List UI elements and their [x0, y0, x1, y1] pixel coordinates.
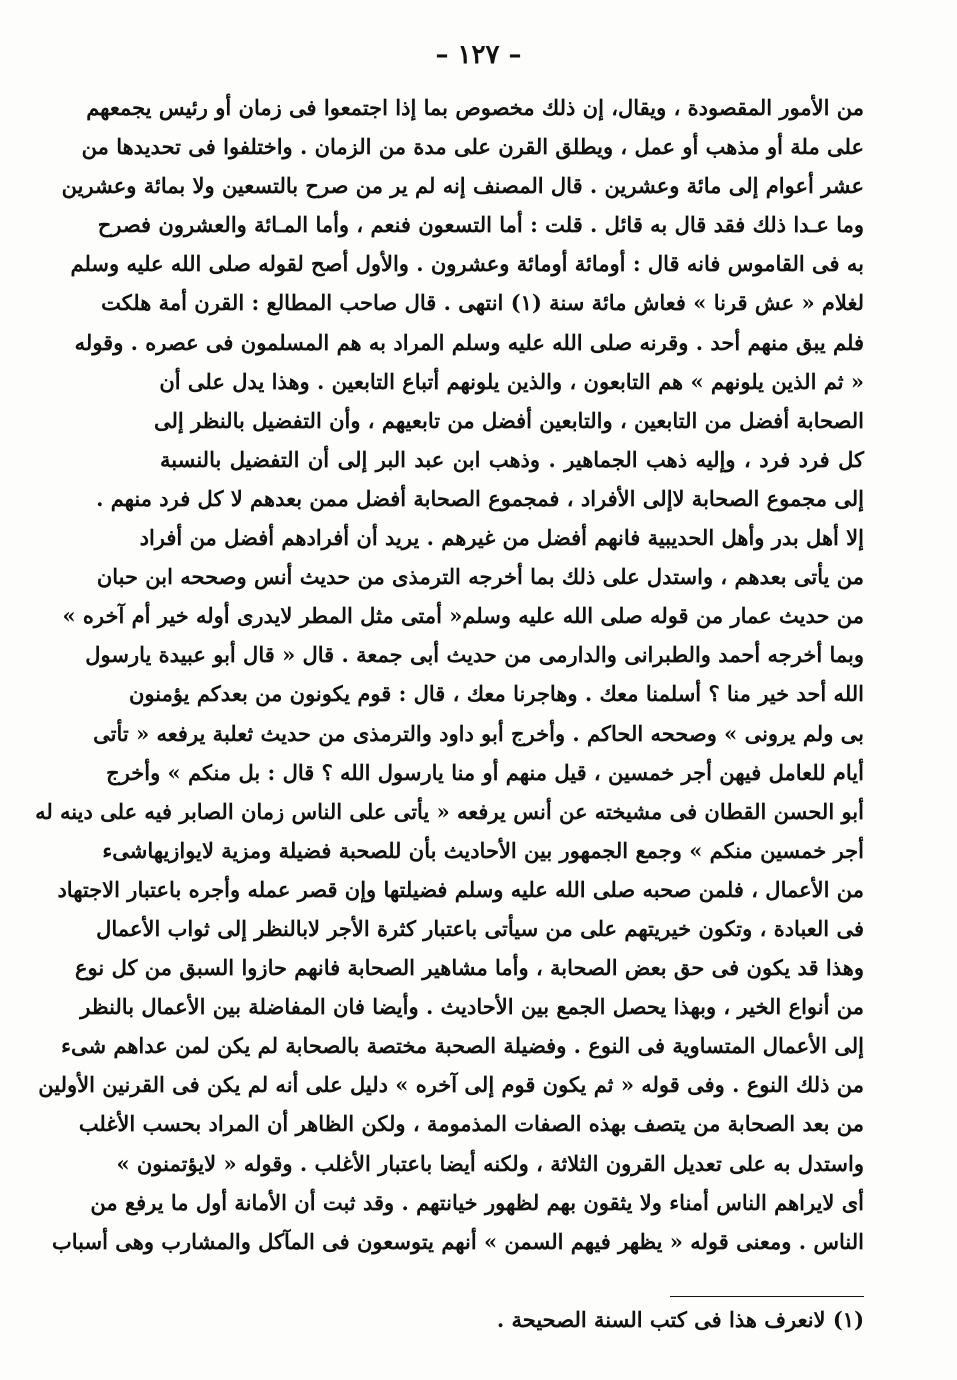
- text-line: بى ولم يرونى » وصححه الحاكم . وأخرج أبو داود والترمذى من حديث ثعلبة يرفعه « تأتى: [93, 720, 864, 746]
- text-line: من حديث عمار من قوله صلى الله عليه وسلم« أمتى مثل المطر لايدرى أوله خير أم آخره »: [62, 603, 864, 629]
- text-line: عشر أعوام إلى مائة وعشرين . قال المصنف إنه لم ير من صرح بالتسعين ولا بمائة وعشرين: [61, 173, 864, 199]
- text-line: به فى القاموس فانه قال : أومائة أومائة وعشرون . والأول أصح لقوله صلى الله عليه وسلم: [70, 251, 864, 277]
- footnote: (١) لانعرف هذا فى كتب السنة الصحيحة .: [496, 1307, 864, 1332]
- text-line: من الأعمال ، فلمن صحبه صلى الله عليه وسلم فضيلتها وإن قصر عمله وأجره باعتبار الاجتهاد: [57, 876, 864, 902]
- text-line: إلى مجموع الصحابة لاإلى الأفراد ، فمجموع الصحابة أفضل ممن بعدهم لا كل فرد منهم .: [96, 485, 864, 511]
- text-line: من يأتى بعدهم ، واستدل على ذلك بما أخرجه الترمذى من حديث أنس وصححه ابن حبان: [96, 564, 864, 590]
- text-line: أيام للعامل فيهن أجر خمسين ، قيل منهم أو منا يارسول الله ؟ قال : بل منكم » وأخرج: [106, 759, 864, 785]
- footnote-divider: [670, 1296, 864, 1297]
- text-line: الله أحد خير منا ؟ أسلمنا معك . وهاجرنا معك ، قال : قوم يكونون من بعدكم يؤمنون: [128, 681, 864, 707]
- text-line: على ملة أو مذهب أو عمل ، ويطلق القرن على مدة من الزمان . واختلفوا فى تحديدها من: [81, 134, 864, 160]
- text-line: فلم يبق منهم أحد . وقرنه صلى الله عليه وسلم المراد به هم المسلمون فى عصره . وقوله: [74, 329, 864, 355]
- text-line: من ذلك النوع . وفى قوله « ثم يكون قوم إلى آخره » دليل على أنه لم يكن فى القرنين الأولين: [38, 1072, 864, 1098]
- text-line: واستدل به على تعديل القرون الثلاثة ، ولكنه أيضا باعتبار الأغلب . وقوله « لايؤتمنون »: [116, 1150, 864, 1176]
- body-text: [35, 88, 864, 1261]
- text-line: وما عـدا ذلك فقد قال به قائل . قلت : أما التسعون فنعم ، وأما المـائة والعشرون فصرح: [97, 212, 864, 238]
- text-line: أجر خمسين منكم » وجمع الجمهور بين الأحاديث بأن للصحبة فضيلة ومزية لايوازيهاشىء: [102, 837, 864, 863]
- text-line: من الأمور المقصودة ، ويقال، إن ذلك مخصوص بما إذا اجتمعوا فى زمان أو رئيس يجمعهم: [86, 95, 864, 120]
- text-line: الناس . ومعنى قوله « يظهر فيهم السمن » أنهم يتوسعون فى المآكل والمشارب وهى أسباب: [52, 1228, 864, 1254]
- text-line: من بعد الصحابة من يتصف بهذه الصفات المذمومة ، ولكن الظاهر أن المراد بحسب الأغلب: [78, 1111, 864, 1137]
- text-line: وبما أخرجه أحمد والطبرانى والدارمى من حديث أبى جمعة . قال « قال أبو عبيدة يارسول: [85, 642, 864, 668]
- text-line: وهذا قد يكون فى حق بعض الصحابة ، وأما مشاهير الصحابة فانهم حازوا السبق من كل نوع: [75, 955, 864, 981]
- text-line: من أنواع الخير ، وبهذا يحصل الجمع بين الأحاديث . وأيضا فان المفاضلة بين الأعمال بالنظر: [80, 994, 864, 1020]
- text-line: كل فرد فرد ، وإليه ذهب الجماهير . وذهب ابن عبد البر إلى أن التفضيل بالنسبة: [160, 446, 864, 472]
- text-line: إلا أهل بدر وأهل الحديبية فانهم أفضل من غيرهم . يريد أن أفرادهم أفضل من أفراد: [139, 525, 864, 551]
- text-line: إلى الأعمال المتساوية فى النوع . وفضيلة الصحبة مختصة بالصحابة لم يكن لمن عداهم شىء: [61, 1033, 864, 1059]
- text-line: أى لايراهم الناس أمناء ولا يثقون بهم لظهور خيانتهم . وقد ثبت أن الأمانة أول ما يرفع من: [90, 1189, 864, 1215]
- text-line: « ثم الذين يلونهم » هم التابعون ، والذين يلونهم أتباع التابعين . وهذا يدل على أن: [159, 368, 864, 394]
- page-number: – ١٢٧ –: [435, 40, 522, 70]
- text-line: الصحابة أفضل من التابعين ، والتابعين أفضل من تابعيهم ، وأن التفضيل بالنظر إلى: [153, 407, 864, 433]
- text-line: أبو الحسن القطان فى مشيخته عن أنس يرفعه « يأتى على الناس زمان الصابر فيه على دينه له: [35, 798, 864, 824]
- text-line: لغلام « عش قرنا » فعاش مائة سنة (١) انتهى . قال صاحب المطالع : القرن أمة هلكت: [101, 290, 864, 316]
- text-line: فى العبادة ، وتكون خيريتهم على من سيأتى باعتبار كثرة الأجر لابالنظر إلى ثواب الأعمال: [96, 915, 864, 941]
